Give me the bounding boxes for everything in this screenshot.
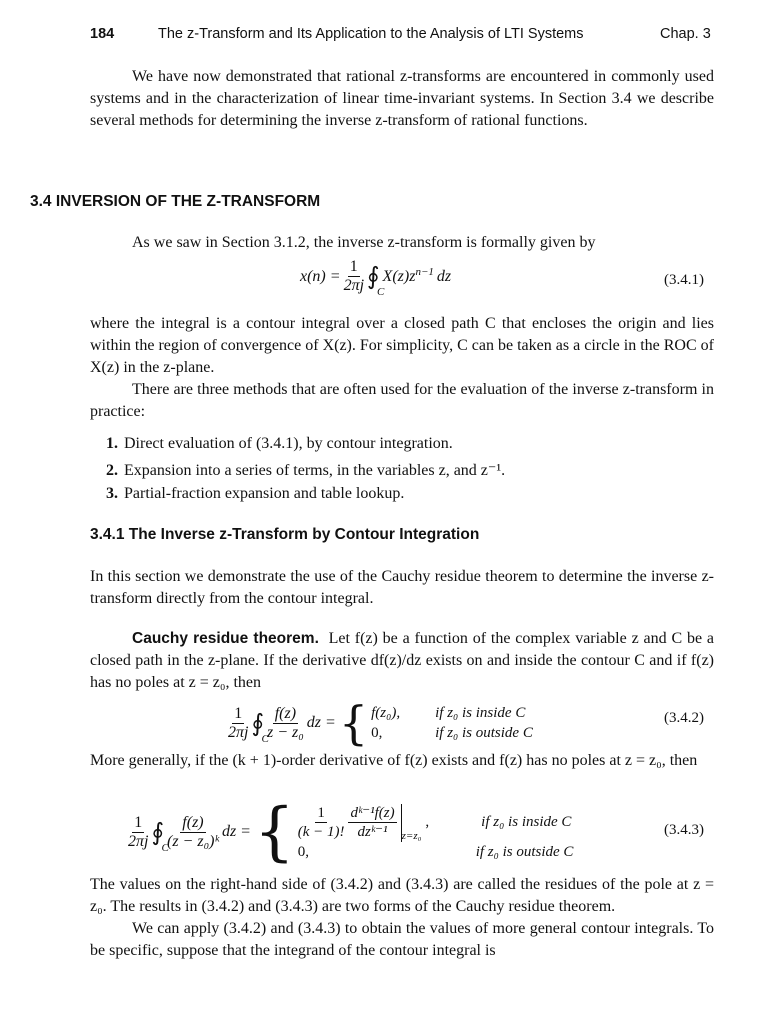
running-title: The z-Transform and Its Application to the Analysis of LTI Systems [158, 26, 584, 42]
eq2-frac-den: 2πj [228, 723, 249, 741]
eq3-case2-cond: if z₀ is outside C [475, 843, 574, 860]
cauchy-theorem [90, 628, 714, 694]
eq3-contour-integral [151, 818, 169, 854]
eq3-contour-label: C [161, 841, 169, 854]
eq1-contour-integral [367, 262, 385, 298]
method-1-number: 1. [106, 435, 118, 452]
eq3-integrand-den: (z − z₀)ᵏ [166, 832, 219, 850]
eq3-frac-num: 1 [134, 813, 143, 831]
para3-text: There are three methods that are often used for the evaluation of the inverse z-transform in practice: [90, 381, 714, 420]
eq3-case2 [298, 844, 574, 861]
closing-paragraphs [90, 874, 714, 962]
eq2-frac-num: 1 [234, 704, 243, 722]
method-item-2 [106, 460, 505, 480]
eq1-frac-num: 1 [349, 258, 358, 275]
section-lead-text: As we saw in Section 3.1.2, the inverse z-transform is formally given by [132, 234, 596, 251]
eq3-fraction [128, 814, 148, 851]
eq3-deriv-num: dᵏ⁻¹f(z) [350, 805, 395, 821]
subsection-heading: 3.4.1 The Inverse z-Transform by Contour Integration [90, 526, 480, 543]
theorem-title: Cauchy residue theorem. [132, 630, 319, 647]
eq2-differential: dz = [306, 714, 336, 731]
eq3-coef-num: 1 [317, 805, 325, 821]
equation-3-4-3 [128, 795, 574, 869]
eq3-case1-cond: if z₀ is inside C [481, 814, 572, 830]
eq3-deriv-den: dzᵏ⁻¹ [357, 824, 388, 840]
eq2-cases [371, 703, 533, 743]
method-item-1 [106, 435, 453, 453]
eq3-case1 [298, 804, 574, 842]
eq3-frac-den: 2πj [128, 832, 149, 850]
eq2-case2-cond: if z₀ is outside C [435, 725, 533, 741]
contour-explanation [90, 313, 714, 423]
eq2-fraction [228, 705, 248, 742]
eq2-integrand-den: z − z₀ [266, 723, 304, 741]
chapter-label: Chap. 3 [660, 26, 711, 42]
residues-text: The values on the right-hand side of (3.4.2) and (3.4.3) are called the residues of the pole at z = z₀. The results in (3.4.2) and (3.4.3) are two forms of the Cauchy residue theorem. [90, 876, 714, 915]
eq1-frac-den: 2πj [343, 277, 365, 294]
last-text: We can apply (3.4.2) and (3.4.3) to obtain the values of more general contour integrals. To be specific, suppose that the integrand of the contour integral is [90, 920, 714, 959]
equation-3-4-2 [228, 696, 533, 750]
eq1-integral-sign: ∮ [367, 264, 380, 290]
eq3-integral-sign: ∮ [151, 819, 164, 846]
general-paragraph [90, 750, 714, 772]
eq2-number: (3.4.2) [664, 710, 704, 726]
eq2-case1-value: f(z₀), [371, 705, 401, 721]
eq3-differential: dz = [221, 823, 251, 840]
eq3-integrand-num: f(z) [182, 813, 204, 831]
eq1-fraction [344, 258, 364, 295]
method-item-3 [106, 485, 404, 503]
section-heading: 3.4 INVERSION OF THE Z-TRANSFORM [30, 193, 321, 210]
eq3-case2-value: 0, [297, 843, 309, 860]
theorem-text: Let f(z) be a function of the complex variable z and C be a closed path in the z-plane. If the derivative df(z)/dz exists on and inside the contour C and if f(z) has no poles at z = z₀, then [90, 630, 715, 691]
eq3-eval-at: z=z₀ [401, 829, 422, 842]
subsection-intro-text: In this section we demonstrate the use of the Cauchy residue theorem to determine the inverse z-transform directly from the contour integral. [90, 568, 714, 607]
eq3-coef [298, 804, 345, 841]
eq2-integrand-num: f(z) [274, 704, 297, 722]
eq2-contour-label: C [261, 732, 269, 745]
eq3-number: (3.4.3) [664, 822, 704, 838]
eq1-number: (3.4.1) [664, 272, 704, 288]
method-2-number: 2. [106, 462, 118, 479]
method-1-text: Direct evaluation of (3.4.1), by contour integration. [124, 435, 453, 452]
general-text: More generally, if the (k + 1)-order derivative of f(z) exists and f(z) has no poles at z = z₀, then [90, 752, 698, 769]
eq1-contour-label: C [377, 286, 385, 298]
eq3-derivative [348, 804, 396, 841]
eq3-cases [298, 804, 574, 861]
eq3-coef-den: (k − 1)! [297, 824, 345, 840]
eq2-contour-integral [251, 709, 269, 745]
method-2-text: Expansion into a series of terms, in the variables z, and z⁻¹. [124, 462, 506, 479]
subsection-intro [90, 566, 714, 610]
eq1-differential: dz [436, 267, 452, 285]
intro-text: We have now demonstrated that rational z-transforms are encountered in commonly used systems and in the characterization of linear time-invariant systems. In Section 3.4 we describe several methods for determining the inverse z-transform of rational functions. [90, 68, 714, 129]
eq2-integrand [267, 705, 304, 742]
eq3-comma: , [425, 814, 430, 830]
eq2-brace: { [338, 696, 369, 750]
method-3-text: Partial-fraction expansion and table lookup. [124, 485, 405, 502]
para2-text: where the integral is a contour integral over a closed path C that encloses the origin and lies within the region of convergence of X(z). For simplicity, C can be taken as a circle in the ROC of X(z) in the z-plane. [90, 315, 714, 376]
equation-3-4-1 [300, 258, 452, 298]
eq3-brace: { [253, 795, 295, 869]
eq1-exponent: n−1 [415, 265, 434, 278]
section-lead [90, 232, 714, 254]
eq2-case2-value: 0, [371, 725, 383, 741]
eq2-case1-cond: if z₀ is inside C [435, 705, 526, 721]
page-number: 184 [90, 26, 115, 42]
eq1-integrand: X(z)z [382, 267, 416, 285]
method-3-number: 3. [106, 485, 118, 502]
eq1-lhs: x(n) = [300, 267, 341, 285]
eq3-integrand [167, 814, 219, 851]
intro-paragraph [90, 66, 714, 132]
eq2-integral-sign: ∮ [251, 710, 264, 737]
